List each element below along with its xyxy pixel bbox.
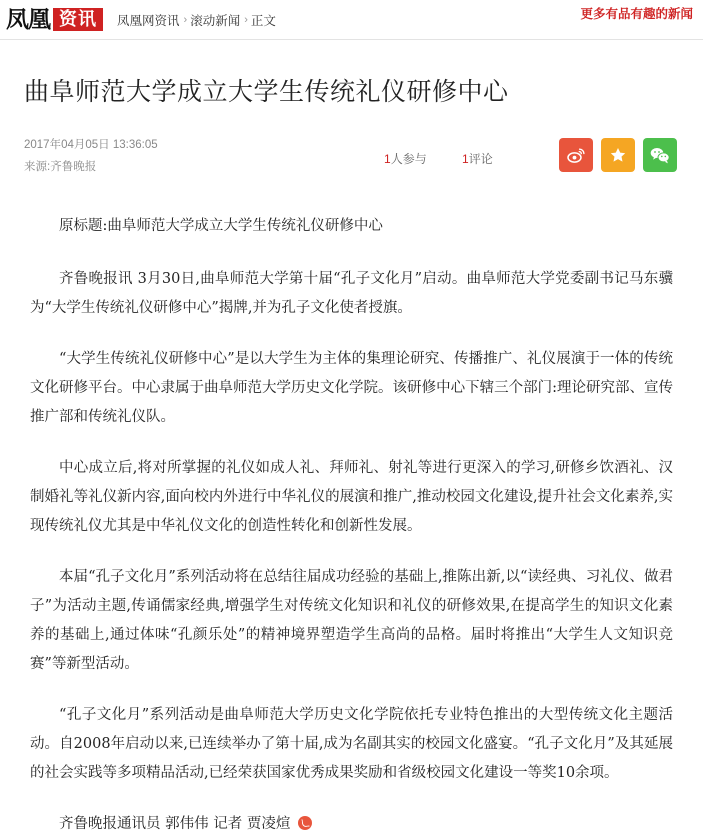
site-logo[interactable] xyxy=(6,5,103,35)
article-credit xyxy=(30,810,673,839)
article-header xyxy=(0,72,703,186)
breadcrumb-item-article[interactable]: 正文 xyxy=(250,13,276,28)
article-paragraph: 原标题:曲阜师范大学成立大学生传统礼仪研修中心 xyxy=(59,218,383,234)
article-meta xyxy=(24,134,679,186)
article-body xyxy=(0,212,703,839)
site-header xyxy=(0,0,703,40)
article-paragraph: “孔子文化月”系列活动是曲阜师范大学历史文化学院依托专业特色推出的大型传统文化主题活动。自2008年启动以来,已连续举办了第十届,成为名副其实的校园文化盛宴。“孔子文化月”及其延展的社会实践等多项精品活动,已经荣获国家优秀成果奖励和省级校园文化建设一等奖10余项。 xyxy=(30,707,673,781)
comment-label: 评论 xyxy=(468,152,493,166)
comment-count: 1 xyxy=(462,152,469,166)
weibo-share-button[interactable] xyxy=(559,138,593,172)
chevron-right-icon: › xyxy=(183,13,188,26)
site-logo-tag: 资讯 xyxy=(53,8,103,31)
wechat-icon xyxy=(649,145,671,165)
participate-label: 人参与 xyxy=(390,152,427,166)
engagement-stats xyxy=(384,150,493,167)
page-title: 曲阜师范大学成立大学生传统礼仪研修中心 xyxy=(24,77,509,106)
article-paragraph: 齐鲁晚报讯 3月30日,曲阜师范大学第十届“孔子文化月”启动。曲阜师范大学党委副书记马东骥为“大学生传统礼仪研修中心”揭牌,并为孔子文化使者授旗。 xyxy=(30,271,673,316)
phoenix-badge-icon xyxy=(298,816,312,830)
article-paragraph: 本届“孔子文化月”系列活动将在总结往届成功经验的基础上,推陈出新,以“读经典、习礼仪、做君子”为活动主题,传诵儒家经典,增强学生对传统文化知识和礼仪的研修效果,在提高学生的知识文化素养的基础上,通过体味“孔颜乐处”的精神境界塑造学生高尚的品格。届时将推出“大学生人文知识竞赛”等新型活动。 xyxy=(30,569,673,672)
star-icon xyxy=(608,145,628,165)
article-paragraph: “大学生传统礼仪研修中心”是以大学生为主体的集理论研究、传播推广、礼仪展演于一体的传统文化研修平台。中心隶属于曲阜师范大学历史文化学院。该研修中心下辖三个部门:理论研究部、宣传推广部和传统礼仪队。 xyxy=(30,351,673,425)
favorite-button[interactable] xyxy=(601,138,635,172)
wechat-share-button[interactable] xyxy=(643,138,677,172)
publish-datetime: 2017年04月05日 13:36:05 xyxy=(24,139,158,151)
weibo-icon xyxy=(566,145,586,165)
share-buttons xyxy=(559,138,677,172)
article-source: 来源:齐鲁晚报 xyxy=(24,161,97,173)
breadcrumb-item-news-home[interactable]: 凤凰网资讯 xyxy=(117,13,180,28)
site-logo-text: 凤凰 xyxy=(6,6,50,33)
breadcrumb xyxy=(117,11,276,29)
promo-link[interactable]: 更多有品有趣的新闻 xyxy=(580,7,693,21)
comment-stat[interactable] xyxy=(462,152,493,166)
article-credit-text: 齐鲁晚报通讯员 郭伟伟 记者 贾凌煊 xyxy=(59,816,291,832)
participate-count: 1 xyxy=(384,152,391,166)
breadcrumb-item-rolling-news[interactable]: 滚动新闻 xyxy=(190,13,241,28)
participate-stat[interactable] xyxy=(384,152,427,166)
article-paragraph: 中心成立后,将对所掌握的礼仪如成人礼、拜师礼、射礼等进行更深入的学习,研修乡饮酒礼、汉制婚礼等礼仪新内容,面向校内外进行中华礼仪的展演和推广,推动校园文化建设,提升社会文化素养,实现传统礼仪尤其是中华礼仪文化的创造性转化和创新性发展。 xyxy=(30,460,673,534)
chevron-right-icon: › xyxy=(244,13,248,26)
